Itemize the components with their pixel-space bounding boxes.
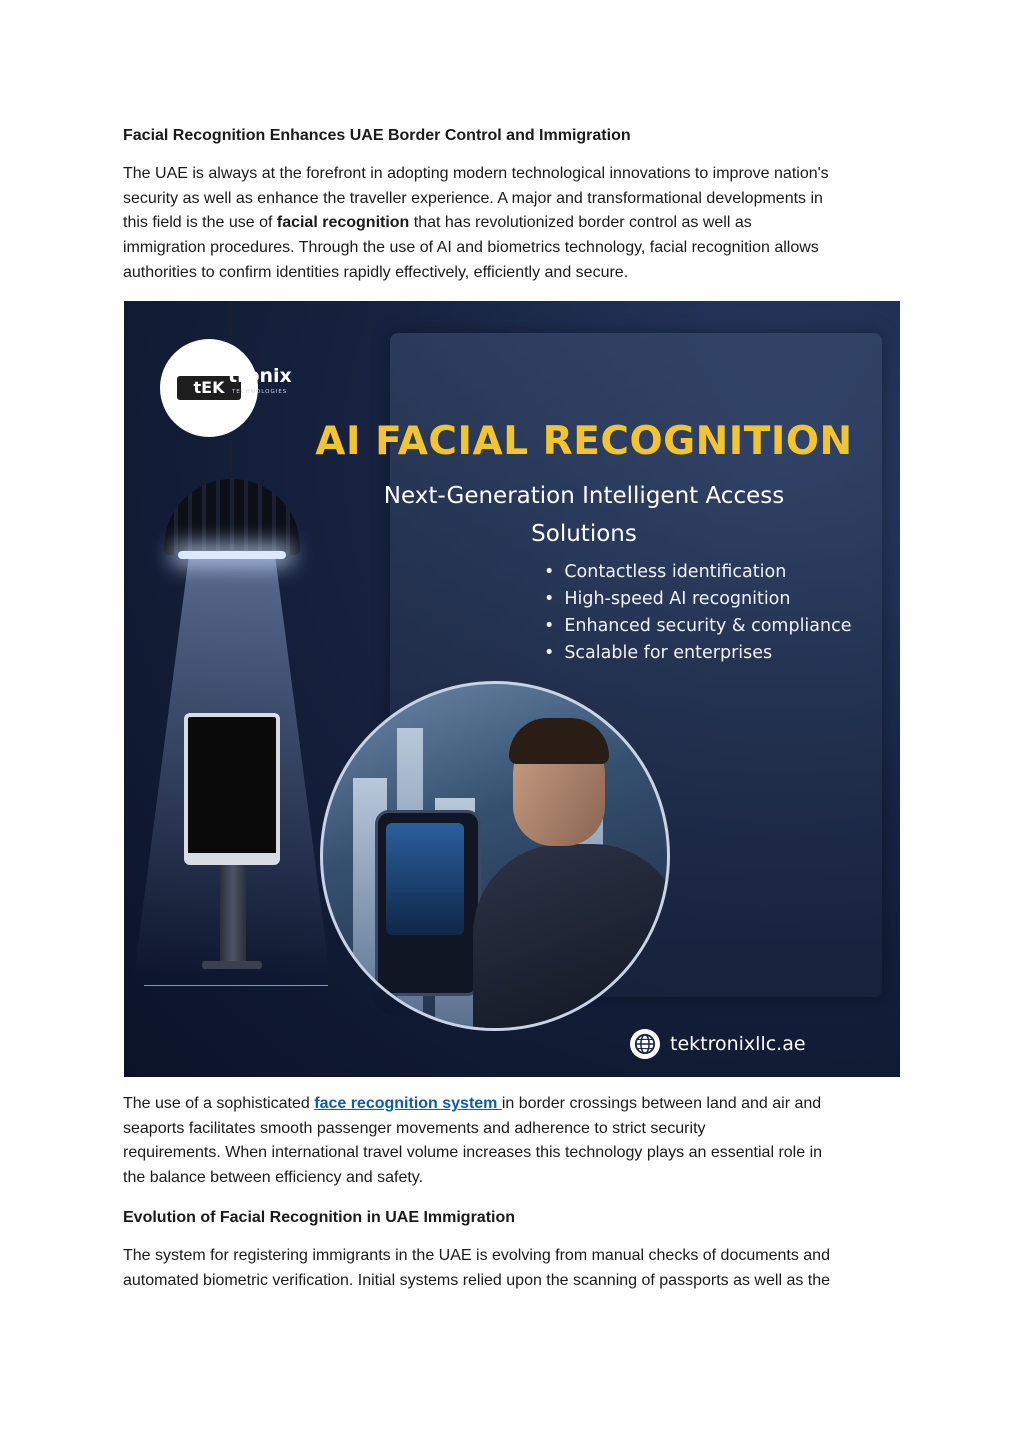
feature-list xyxy=(544,559,852,667)
paragraph-2 xyxy=(123,1092,903,1191)
intro-paragraph xyxy=(123,162,903,286)
banner-subtitle xyxy=(324,477,844,553)
section-heading: Evolution of Facial Recognition in UAE Immigration xyxy=(123,1209,516,1226)
intro-line-3-start: this field is the use of xyxy=(123,214,277,232)
intro-line-5: authorities to confirm identities rapidly effectively, efficiently and secure. xyxy=(123,263,629,281)
article-heading: Facial Recognition Enhances UAE Border Control and Immigration xyxy=(123,127,631,144)
company-logo xyxy=(160,339,258,437)
para3-line-2: automated biometric verification. Initial systems relied upon the scanning of passports as well as the xyxy=(123,1271,831,1289)
website-badge xyxy=(630,1029,806,1059)
intro-line-3 xyxy=(123,211,903,236)
feature-item: • Scalable for enterprises xyxy=(544,640,852,667)
facial-recognition-bold: facial recognition xyxy=(276,214,410,232)
face-scanner-device-icon xyxy=(375,810,481,996)
feature-item: • Enhanced security & compliance xyxy=(544,613,852,640)
kiosk-icon xyxy=(184,713,280,865)
kiosk-base xyxy=(202,961,262,969)
person-hair xyxy=(509,718,609,764)
kiosk-pole xyxy=(220,865,246,963)
face-scan-photo xyxy=(320,681,670,1031)
website-url: tektronixllc.ae xyxy=(670,1033,806,1055)
pendant-lamp-icon xyxy=(164,479,300,555)
scanner-screen xyxy=(386,823,464,935)
para2-line-3: requirements. When international travel volume increases this technology plays an essential role in xyxy=(123,1144,823,1162)
paragraph-3 xyxy=(123,1244,903,1293)
intro-line-4: immigration procedures. Through the use of AI and biometrics technology, facial recognition allows xyxy=(123,239,819,257)
feature-item: • Contactless identification xyxy=(544,559,852,586)
banner-title: AI FACIAL RECOGNITION xyxy=(315,419,853,464)
logo-mark: tEK xyxy=(177,376,241,400)
banner-subtitle-line-2: Solutions xyxy=(531,521,637,547)
para2-line-1-start: The use of a sophisticated xyxy=(123,1095,315,1112)
logo-wordmark: tronix xyxy=(228,365,292,387)
intro-line-3-end: that has revolutionized border control as well as xyxy=(409,214,752,232)
intro-line-1: The UAE is always at the forefront in adopting modern technological innovations to improve nation's xyxy=(123,165,829,182)
floor-line xyxy=(144,985,328,986)
para2-line-2: seaports facilitates smooth passenger movements and adherence to strict security xyxy=(123,1119,706,1137)
face-recognition-system-link[interactable]: face recognition system xyxy=(314,1095,502,1112)
para2-line-1 xyxy=(123,1092,903,1117)
globe-icon xyxy=(630,1029,660,1059)
feature-item: • High-speed AI recognition xyxy=(544,586,852,613)
lamp-glow xyxy=(178,551,286,559)
para2-line-4: the balance between efficiency and safety. xyxy=(123,1169,424,1187)
intro-line-2: security as well as enhance the traveller experience. A major and transformational developments in xyxy=(123,189,823,207)
logo-subtitle: TECHNOLOGIES xyxy=(232,389,288,395)
person-body xyxy=(473,844,670,1031)
para3-line-1: The system for registering immigrants in the UAE is evolving from manual checks of documents and xyxy=(123,1247,830,1264)
para2-line-1-end: in border crossings between land and air and xyxy=(501,1095,822,1112)
ai-facial-recognition-banner xyxy=(124,301,900,1077)
banner-subtitle-line-1: Next-Generation Intelligent Access xyxy=(383,483,785,509)
